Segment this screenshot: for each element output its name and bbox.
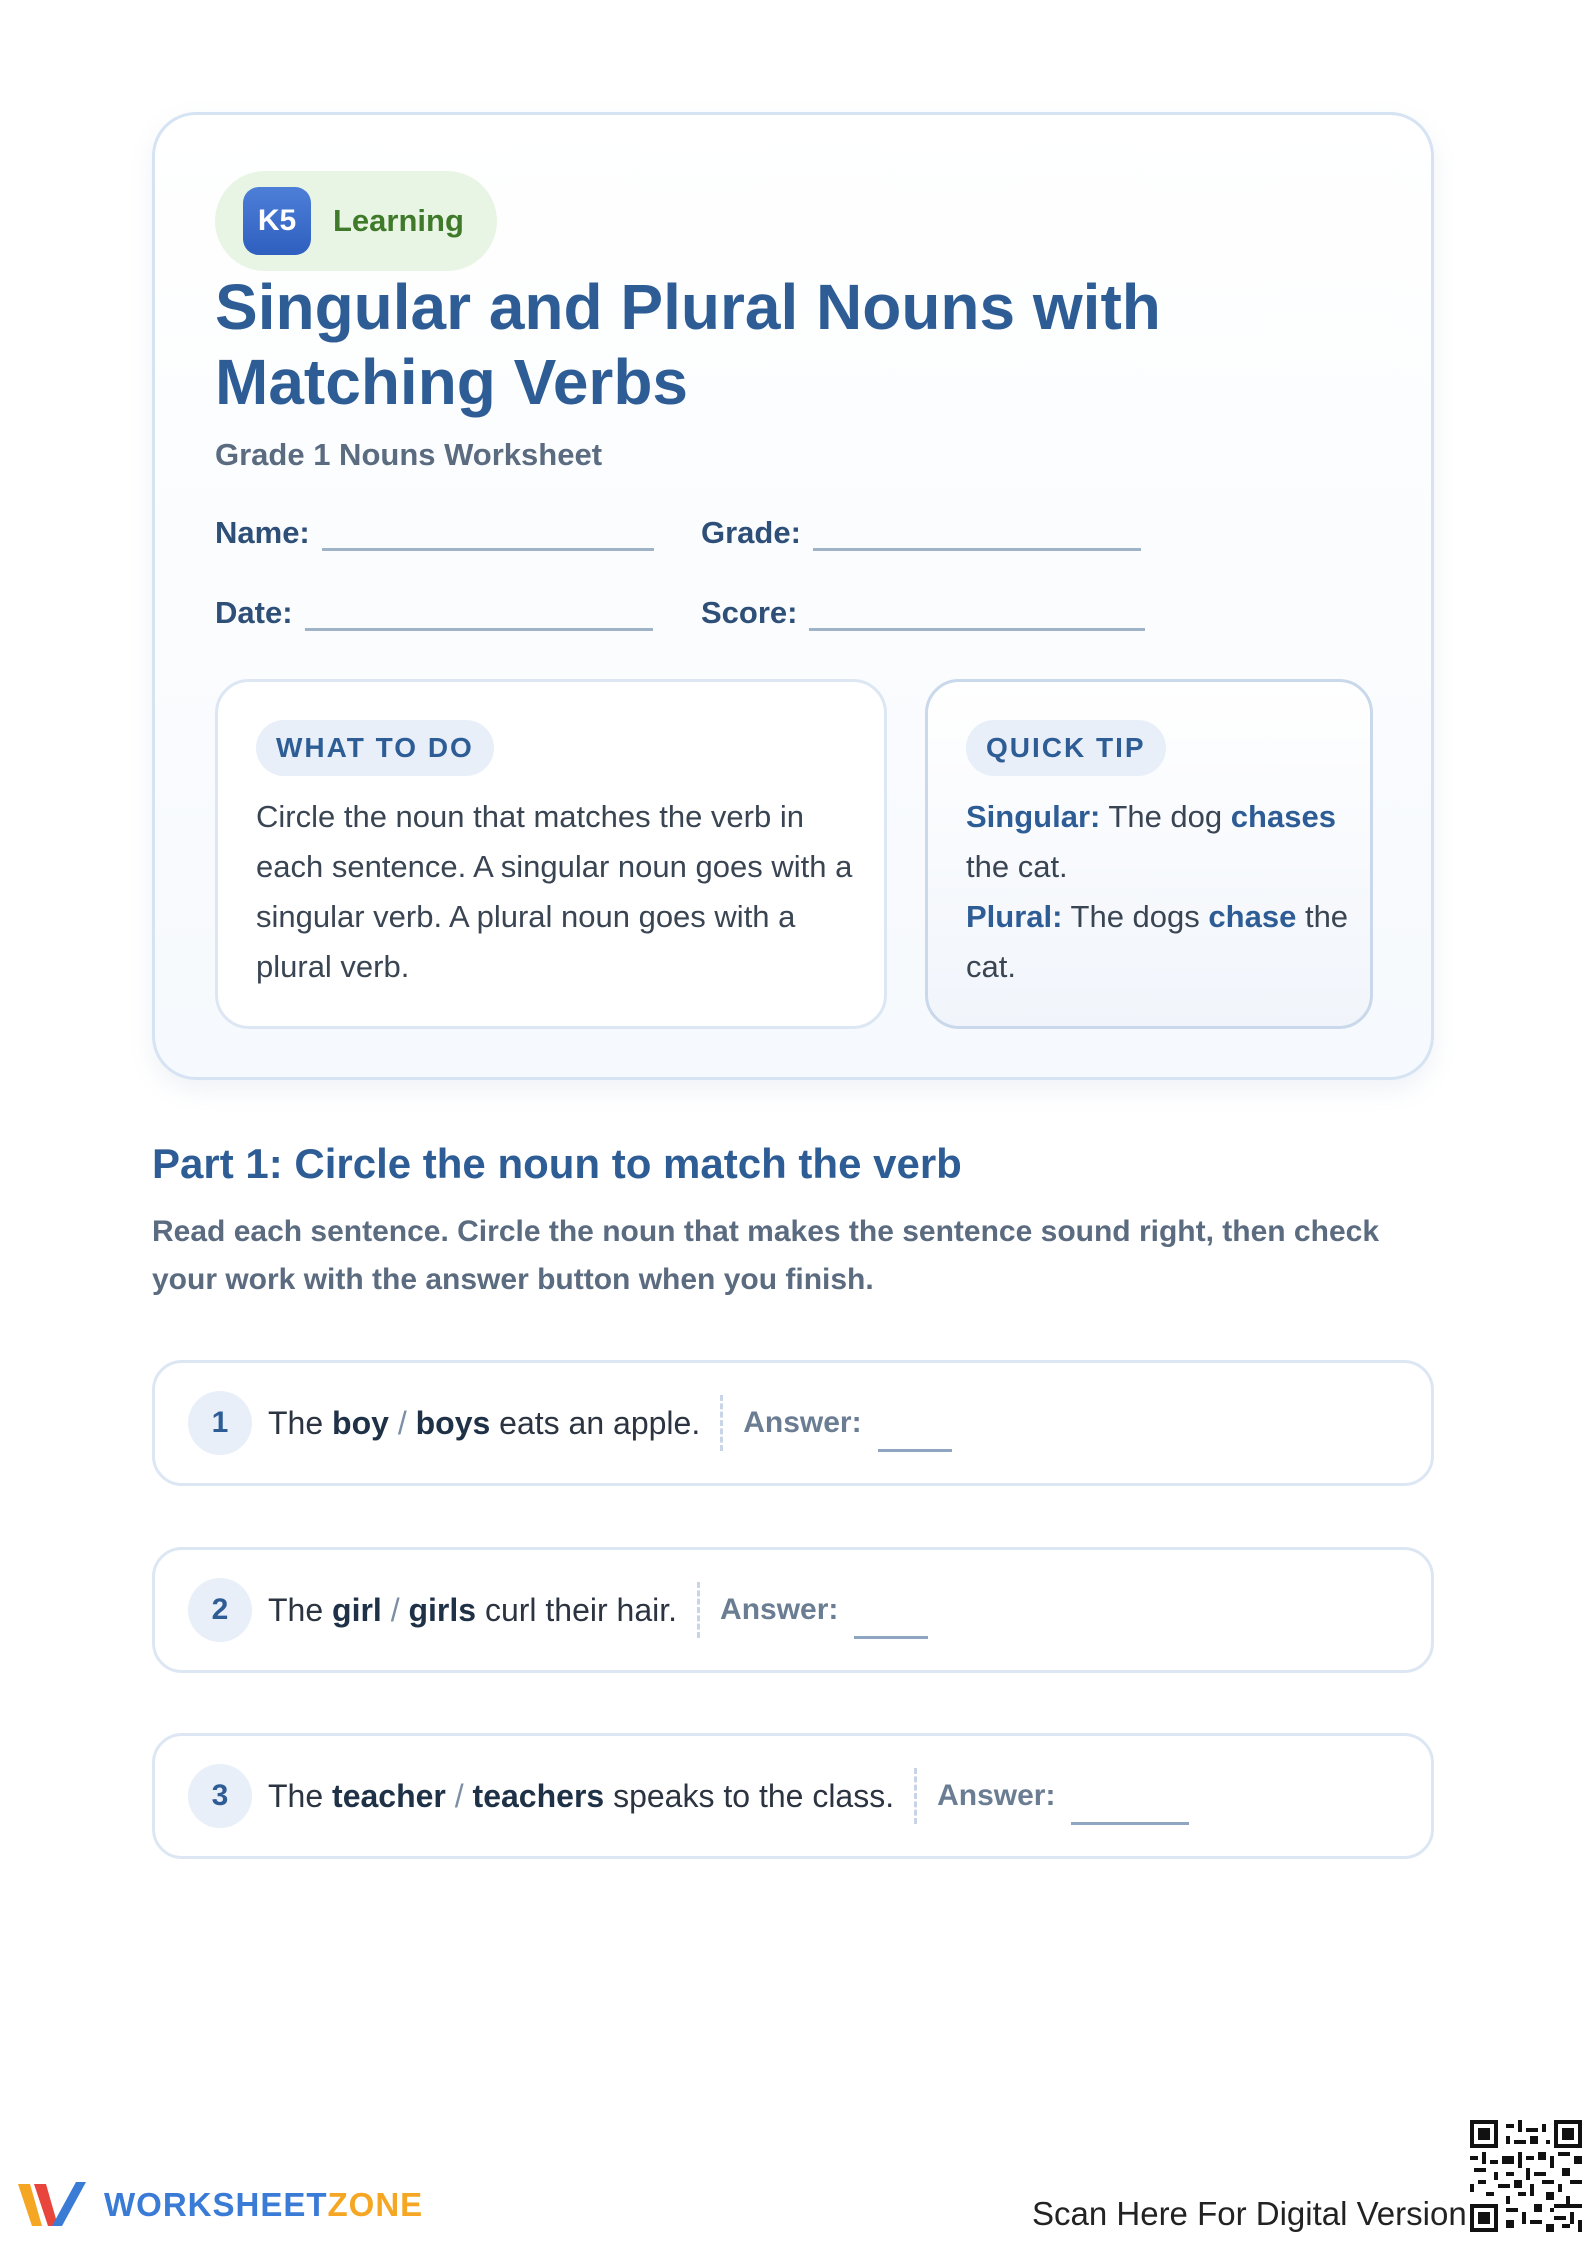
worksheet-title: Singular and Plural Nouns with Matching Verbs	[215, 271, 1161, 418]
answer-line[interactable]	[1071, 1803, 1189, 1825]
tip-singular-verb: chases	[1230, 799, 1336, 834]
sentence-pre: The	[268, 1591, 324, 1628]
noun-option-plural[interactable]: girls	[408, 1591, 477, 1628]
noun-option-singular[interactable]: girl	[332, 1591, 382, 1628]
question-sentence	[268, 1405, 700, 1442]
worksheetzone-logo[interactable]	[14, 2178, 423, 2232]
answer-line[interactable]	[854, 1617, 928, 1639]
question-number: 1	[188, 1391, 252, 1455]
question-number: 3	[188, 1764, 252, 1828]
sentence-pre: The	[268, 1777, 324, 1814]
question-number: 2	[188, 1578, 252, 1642]
tip-singular-label: Singular:	[966, 799, 1101, 834]
grade-label: Grade:	[701, 515, 801, 550]
sentence-post: speaks to the class.	[613, 1777, 895, 1814]
quick-tip-box	[925, 679, 1373, 1029]
noun-option-plural[interactable]: boys	[415, 1404, 491, 1441]
sentence-pre: The	[268, 1404, 324, 1441]
date-label: Date:	[215, 595, 293, 630]
answer-label: Answer:	[937, 1779, 1056, 1812]
answer-label: Answer:	[720, 1593, 839, 1626]
what-to-do-pill: WHAT TO DO	[256, 720, 494, 776]
part1-description: Read each sentence. Circle the noun that makes the sentence sound right, then check your work with the answer button when you finish.	[152, 1215, 1379, 1296]
name-field[interactable]	[215, 515, 654, 551]
option-separator: /	[397, 1404, 407, 1441]
part1-title: Part 1: Circle the noun to match the verb	[152, 1140, 962, 1187]
question-sentence	[268, 1592, 677, 1629]
k5-logo-icon: K5	[243, 187, 311, 255]
name-label: Name:	[215, 515, 310, 550]
tip-singular-pre: The dog	[1108, 799, 1223, 834]
logo-worksheet-text: WORKSHEET	[104, 2186, 328, 2223]
noun-option-singular[interactable]: boy	[332, 1404, 389, 1441]
tip-plural-label: Plural:	[966, 899, 1063, 934]
worksheetzone-w-icon	[14, 2178, 90, 2232]
worksheet-subtitle: Grade 1 Nouns Worksheet	[215, 437, 603, 472]
quick-tip-pill: QUICK TIP	[966, 720, 1166, 776]
dashed-divider	[914, 1768, 917, 1824]
name-line[interactable]	[322, 521, 654, 551]
score-field[interactable]	[701, 595, 1145, 631]
grade-field[interactable]	[701, 515, 1141, 551]
noun-option-singular[interactable]: teacher	[332, 1777, 446, 1814]
question-card-3	[152, 1733, 1434, 1859]
scan-instruction: Scan Here For Digital Version	[1032, 2195, 1467, 2232]
option-separator: /	[454, 1777, 464, 1814]
date-field[interactable]	[215, 595, 653, 631]
sentence-post: curl their hair.	[484, 1591, 678, 1628]
sentence-post: eats an apple.	[499, 1404, 701, 1441]
question-card-2	[152, 1547, 1434, 1673]
answer-line[interactable]	[878, 1430, 952, 1452]
instructions-text: Circle the noun that matches the verb in each sentence. A singular noun goes with a singular verb. A plural noun goes with a plural verb.	[256, 799, 853, 984]
k5-learning-badge	[215, 171, 497, 271]
logo-zone-text: ZONE	[327, 2186, 424, 2223]
badge-label: Learning	[333, 203, 464, 238]
tip-text	[966, 792, 1356, 992]
noun-option-plural[interactable]: teachers	[472, 1777, 605, 1814]
tip-plural-pre: The dogs	[1070, 899, 1200, 934]
worksheetzone-wordmark	[104, 2186, 423, 2224]
grade-line[interactable]	[813, 521, 1141, 551]
tip-singular-post: the cat.	[966, 849, 1068, 884]
option-separator: /	[390, 1591, 400, 1628]
answer-label: Answer:	[743, 1406, 862, 1439]
score-label: Score:	[701, 595, 798, 630]
dashed-divider	[720, 1395, 723, 1451]
dashed-divider	[697, 1582, 700, 1638]
qr-code-icon[interactable]	[1470, 2120, 1582, 2232]
question-sentence	[268, 1778, 894, 1815]
tip-plural-post: the cat.	[966, 899, 1349, 984]
what-to-do-box	[215, 679, 887, 1029]
score-line[interactable]	[809, 601, 1145, 631]
date-line[interactable]	[305, 601, 653, 631]
question-card-1	[152, 1360, 1434, 1486]
tip-plural-verb: chase	[1208, 899, 1297, 934]
worksheet-header-card	[152, 112, 1434, 1080]
